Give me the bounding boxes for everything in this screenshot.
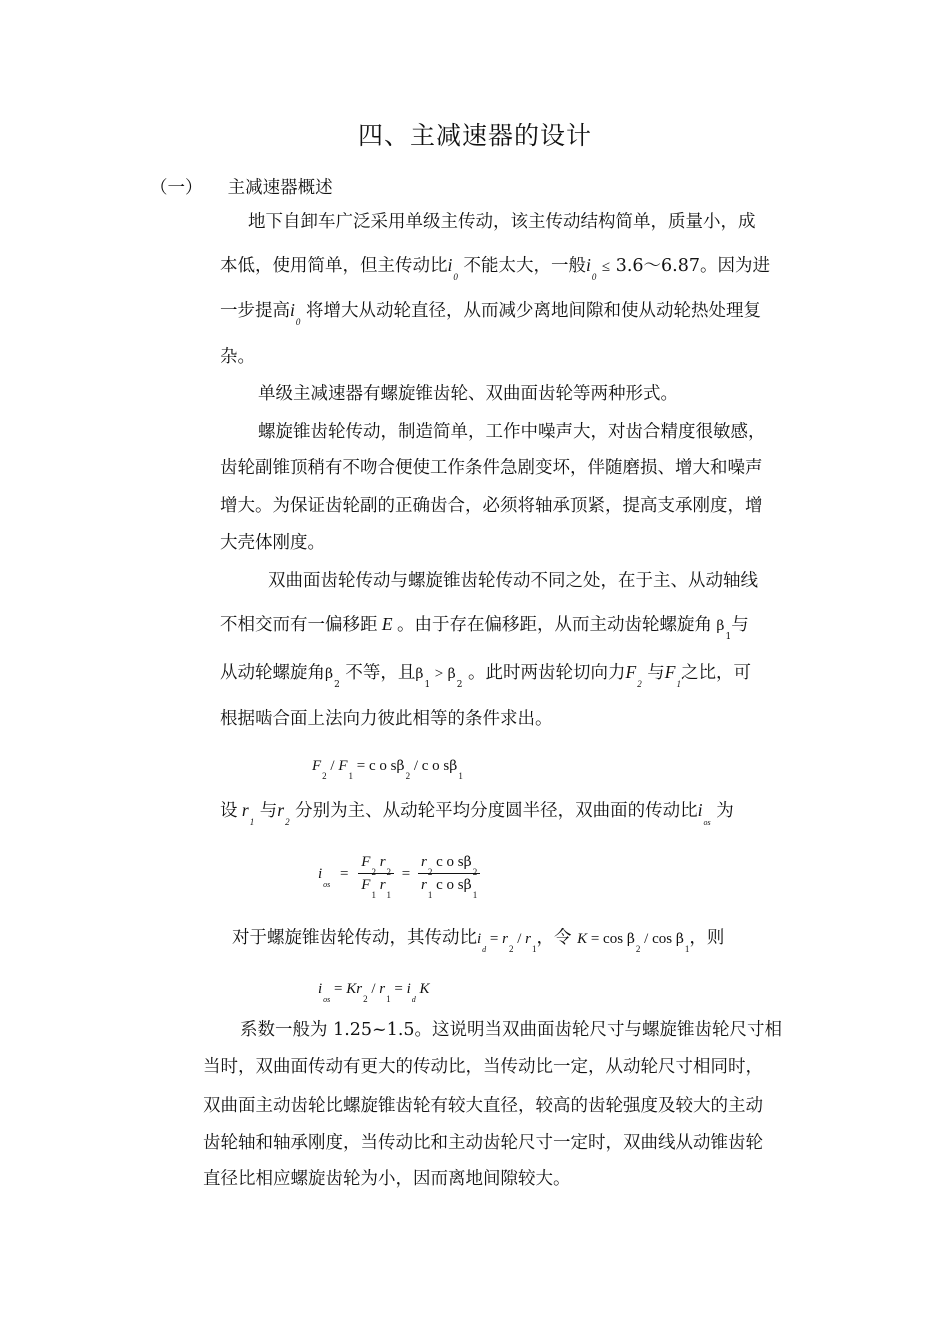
p1-line4: 杂。 (220, 347, 255, 367)
ratio-i0: $i_0$ (447, 255, 458, 282)
p7-line2: 当时，双曲面传动有更大的传动比，当传动比一定，从动轮尺寸相同时， (203, 1057, 763, 1077)
p1-text: 3.6～6.87。因为进 (615, 256, 771, 276)
p4-text: 不相交而有一偏移距 (220, 615, 378, 635)
p4-text: 与 (731, 615, 749, 635)
beta2: $\beta_2$ (325, 666, 340, 690)
p1-line2 (220, 253, 770, 280)
p3-line2: 齿轮副锥顶稍有不吻合便使工作条件急剧变坏，伴随磨损、增大和噪声 (220, 458, 763, 478)
p7-line4: 齿轮轴和轴承刚度，当传动比和主动齿轮尺寸一定时，双曲线从动锥齿轮 (203, 1133, 763, 1153)
p5-text: 与 (259, 801, 278, 821)
section-heading (150, 176, 333, 200)
radius-r2: $r_2$ (277, 800, 290, 827)
p6-text: 对于螺旋锥齿轮传动，其传动比 (232, 928, 477, 948)
ratio-ios: $i_{os}$ (697, 800, 711, 827)
p7-line3: 双曲面主动齿轮比螺旋锥齿轮有较大直径，较高的齿轮强度及较大的主动 (203, 1096, 763, 1116)
p6-text: ，令 (536, 928, 572, 948)
p1-text: 本低，使用简单，但主传动比 (220, 256, 448, 276)
beta1: $\beta_1$ (711, 618, 732, 642)
p2-line1: 单级主减速器有螺旋锥齿轮、双曲面齿轮等两种形式。 (258, 384, 678, 404)
p3-line1: 螺旋锥齿轮传动，制造简单，工作中噪声大，对齿合精度很敏感， (258, 422, 766, 442)
equation-ios: $i_{os}$ = $\frac{F_2 r_2}{F_1 r_1}$ = $\frac{r_2 c o s\beta_2}{r_1 c o s\beta_1}$ (318, 852, 480, 898)
p1-text: 将增大从动轮直径，从而减少离地间隙和使从动轮热处理复 (305, 301, 761, 321)
p1-line3 (220, 298, 761, 325)
p7-line5: 直径比相应螺旋齿轮为小，因而离地间隙较大。 (203, 1169, 571, 1189)
p5-text: 为 (716, 801, 734, 821)
ratio-i0: $i_0$ (585, 255, 597, 282)
p4-text: 。由于存在偏移距，从而主动齿轮螺旋角 (396, 615, 712, 635)
p4-text: 。此时两齿轮切向力 (468, 663, 626, 683)
equation-ios-K: $i_{os} = Kr_2 / r_1 = i_d$ K (318, 981, 430, 1004)
p1-text: 一步提高 (220, 301, 290, 321)
coefficient-K-expression: $K = \cos \beta_2 / \cos \beta_1$ (577, 931, 690, 954)
ratio-i0: $i_0$ (290, 300, 301, 327)
p1-line1: 地下自卸车广泛采用单级主传动，该主传动结构简单，质量小，成 (248, 212, 756, 232)
force-F1: $F_1$ (664, 662, 681, 689)
p7-line1: 系数一般为 1.25~1.5。这说明当双曲面齿轮尺寸与螺旋锥齿轮尺寸相 (240, 1020, 783, 1040)
beta1-gt-beta2: $\beta_1 > \beta_2$ (415, 666, 463, 690)
p4-text: 从动轮螺旋角 (220, 663, 325, 683)
p4-line4: 根据啮合面上法向力彼此相等的条件求出。 (220, 709, 553, 729)
p4-text: 不等，且 (345, 663, 416, 683)
p3-line4: 大壳体刚度。 (220, 533, 325, 553)
p4-text: 之比，可 (681, 663, 751, 683)
force-F2: $F_2$ (625, 662, 642, 689)
p1-text: 不能太大，一般 (463, 256, 586, 276)
p6-text: ，则 (689, 928, 725, 948)
ratio-id-expression: $i_d = r_2 / r_1$ (477, 931, 537, 954)
p3-line3: 增大。为保证齿轮副的正确齿合，必须将轴承顶紧，提高支承刚度，增 (220, 496, 763, 516)
p4-line3 (220, 660, 751, 688)
p4-line2 (220, 612, 749, 640)
equation-force-ratio: $F_2 / F_1 = c$ o $s\beta_2$ / c o $s\beta_1$ (312, 758, 463, 781)
offset-E: E (377, 614, 397, 634)
p4-line1: 双曲面齿轮传动与螺旋锥齿轮传动不同之处，在于主、从动轴线 (268, 571, 758, 591)
p5-line (220, 798, 734, 826)
p5-text: 设 (220, 801, 238, 821)
chapter-title: 四、主减速器的设计 (357, 121, 592, 150)
p4-text: 与 (647, 663, 665, 683)
radius-r1: $r_1$ (237, 800, 255, 827)
p5-text: 分别为主、从动轮平均分度圆半径，双曲面的传动比 (295, 801, 698, 821)
p6-line (232, 926, 724, 953)
leq-symbol: ≤ (601, 259, 611, 275)
section-number: （一） (150, 178, 203, 198)
section-title: 主减速器概述 (227, 178, 333, 198)
